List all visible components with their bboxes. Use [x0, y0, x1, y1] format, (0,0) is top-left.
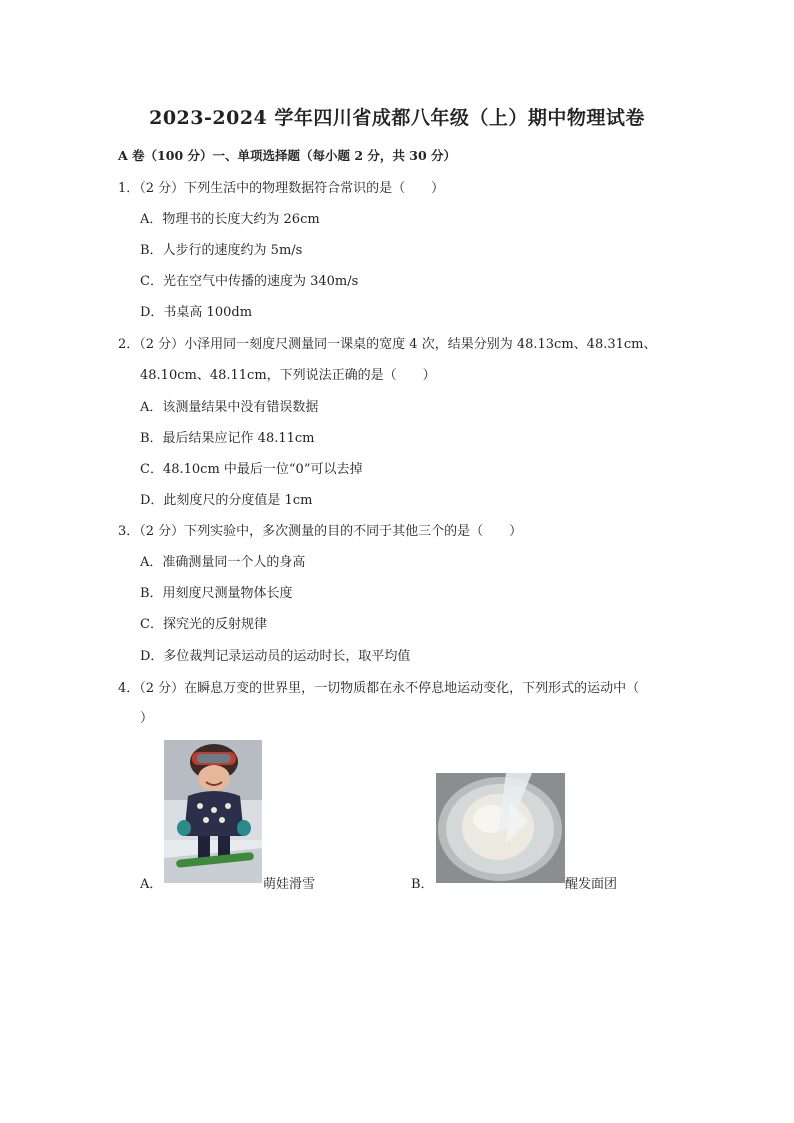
section-heading: A 卷（100 分）一、单项选择题（每小题 2 分，共 30 分）	[118, 148, 456, 163]
question-4-stem-line1: 4．（2 分）在瞬息万变的世界里，一切物质都在永不停息地运动变化，下列形式的运动中（	[118, 681, 640, 696]
question-2-option-a: A．该测量结果中没有错误数据	[140, 400, 319, 415]
question-2-option-b: B．最后结果应记作 48.11cm	[140, 431, 315, 446]
question-1-option-b: B．人步行的速度约为 5m/s	[140, 243, 303, 258]
question-4-option-a-caption: 萌娃滑雪	[263, 877, 316, 892]
dough-picture	[436, 773, 565, 883]
ski-child-image	[164, 740, 262, 883]
question-3-option-c: C．探究光的反射规律	[140, 617, 267, 632]
question-1-stem: 1．（2 分）下列生活中的物理数据符合常识的是（ ）	[118, 181, 445, 196]
question-4-option-b-caption: 醒发面团	[565, 877, 618, 892]
question-2-option-c: C．48.10cm 中最后一位“0”可以去掉	[140, 462, 363, 477]
question-1-option-c: C．光在空气中传播的速度为 340m/s	[140, 274, 359, 289]
question-2-stem-line2: 48.10cm、48.11cm，下列说法正确的是（ ）	[140, 368, 436, 383]
question-1-option-a: A．物理书的长度大约为 26cm	[140, 212, 320, 227]
question-4-stem-line2: ）	[140, 711, 154, 726]
question-3-option-b: B．用刻度尺测量物体长度	[140, 586, 293, 601]
question-3-stem: 3．（2 分）下列实验中，多次测量的目的不同于其他三个的是（ ）	[118, 524, 523, 539]
question-2-stem-line1: 2．（2 分）小泽用同一刻度尺测量同一课桌的宽度 4 次，结果分别为 48.13cm、48.31cm、	[118, 337, 657, 352]
ski-child-picture	[164, 740, 262, 883]
question-3-option-a: A．准确测量同一个人的身高	[140, 555, 306, 570]
dough-image	[436, 773, 565, 883]
question-4-option-b-letter: B．	[411, 877, 434, 892]
question-3-option-d: D．多位裁判记录运动员的运动时长，取平均值	[140, 649, 411, 664]
question-4-option-a-letter: A．	[140, 877, 163, 892]
question-1-option-d: D．书桌高 100dm	[140, 305, 253, 320]
question-2-option-d: D．此刻度尺的分度值是 1cm	[140, 493, 313, 508]
page-title: 2023-2024 学年四川省成都八年级（上）期中物理试卷	[149, 107, 645, 129]
